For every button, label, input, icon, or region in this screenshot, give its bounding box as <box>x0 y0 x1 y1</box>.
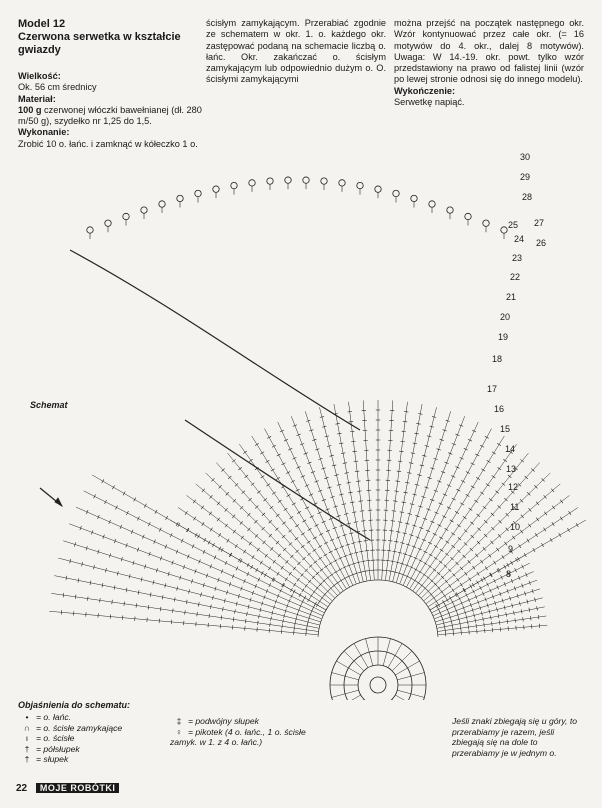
round-number-label: 9 <box>508 544 514 554</box>
round-number-label: 18 <box>492 354 503 364</box>
size-text: Ok. 56 cm średnicy <box>18 82 97 93</box>
legend-symbol-icon: † <box>24 754 30 764</box>
round-numbers <box>487 152 546 579</box>
legend-item <box>18 723 122 734</box>
round-number-label: 11 <box>510 502 520 512</box>
round-number-label: 23 <box>512 253 523 263</box>
instructions-column <box>206 18 386 86</box>
page-number: 22 <box>16 783 28 794</box>
legend-item <box>18 712 122 723</box>
legend-symbol-icon: † <box>24 743 30 754</box>
legend-item <box>170 727 310 748</box>
round-number-label: 10 <box>510 522 521 532</box>
round-number-label: 21 <box>506 292 517 302</box>
round-number-label: 14 <box>505 444 516 454</box>
legend-item <box>170 716 310 727</box>
legend-text: = słupek <box>36 754 69 764</box>
material-text <box>18 105 203 128</box>
round-number-label: 26 <box>536 238 547 248</box>
work-label: Wykonanie: <box>18 127 70 138</box>
round-number-label: 12 <box>508 482 519 492</box>
size-label: Wielkość: <box>18 71 61 81</box>
round-number-label: 24 <box>514 234 525 244</box>
legend-list-a <box>18 712 122 765</box>
legend-text: = o. łańc. <box>36 712 72 722</box>
material-desc: czerwonej włóczki bawełnianej (dł. 280 m/50 g), szydełko nr 1,25 do 1,5. <box>18 104 202 127</box>
legend-text: = o. ścisłe zamykające <box>36 722 123 733</box>
instructions-text: ścisłym zamykającym. Przerabiać zgodnie ze schematem w okr. 1. o. każdego okr. zastępować podaną na schemacie liczbą o. łańc. Okr. zakańczać o. ścisłym zamykającym lub odpowiednio dużym o. O. ścisłymi zamykającymi <box>206 18 386 85</box>
round-number-label: 20 <box>500 312 511 322</box>
legend-note: Jeśli znaki zbiegają się u góry, to przerabiamy je razem, jeśli zbiegają się na dole to przerabiamy je w jednym o. <box>452 716 577 758</box>
legend-symbol-icon: ‡ <box>176 716 182 726</box>
legend-symbol-icon: ♀ <box>175 726 183 737</box>
round-number-label: 30 <box>520 152 531 162</box>
legend-text: = podwójny słupek <box>188 716 259 726</box>
legend-text: = o. ścisłe <box>36 733 75 743</box>
legend-text: = półsłupek <box>36 743 80 754</box>
legend-symbol-icon: ∩ <box>23 722 31 733</box>
legend-item <box>18 754 122 765</box>
round-number-label: 16 <box>494 404 505 414</box>
round-number-label: 27 <box>534 218 545 228</box>
round-number-label: 25 <box>508 220 519 230</box>
round-number-label: 13 <box>506 464 517 474</box>
material-label: Materiał: <box>18 93 56 104</box>
legend-text: = pikotek (4 o. łańc., 1 o. ścisłe zamyk. w 1. z 4 o. łańc.) <box>170 726 306 747</box>
legend-title: Objaśnienia do schematu: <box>18 700 131 710</box>
round-number-label: 19 <box>498 332 509 342</box>
work-text: Zrobić 10 o. łańc. i zamknąć w kółeczko 1 o. <box>18 138 198 149</box>
legend-list-b <box>170 716 310 748</box>
crochet-diagram <box>0 140 602 700</box>
legend-symbol-icon: ı <box>25 733 29 743</box>
instructions-column-2 <box>394 18 584 108</box>
round-number-label: 8 <box>506 569 512 579</box>
finish-label: Wykończenie: <box>394 85 456 96</box>
round-number-label: 29 <box>520 172 531 182</box>
round-number-label: 15 <box>500 424 511 434</box>
intro-column <box>18 18 203 150</box>
legend-symbol-icon: • <box>25 712 29 722</box>
legend-item <box>18 744 122 755</box>
page-footer <box>16 783 119 794</box>
magazine-logo: MOJE ROBÓTKI <box>36 783 120 793</box>
legend-item <box>18 733 122 744</box>
round-number-label: 17 <box>487 384 498 394</box>
round-number-label: 28 <box>522 192 533 202</box>
model-title: Model 12 Czerwona serwetka w kształcie gwiazdy <box>18 18 181 56</box>
round-number-label: 22 <box>510 272 521 282</box>
material-weight: 100 g <box>18 104 42 115</box>
diagram-art <box>40 177 586 700</box>
diagram-label: Schemat <box>30 400 68 410</box>
finish-text: Serwetkę napiąć. <box>394 97 465 108</box>
instructions-text-2: można przejść na początek następnego okr. Wzór kontynuować przez całe okr. (= 16 motywów do 4. okr., dalej 8 motywów). Uwaga: W 14.-19. okr. powt. tylko wzór przedstawiony na prawo od falistej linii (wzór po lewej stronie odnosi się do innego modelu). <box>394 18 584 85</box>
